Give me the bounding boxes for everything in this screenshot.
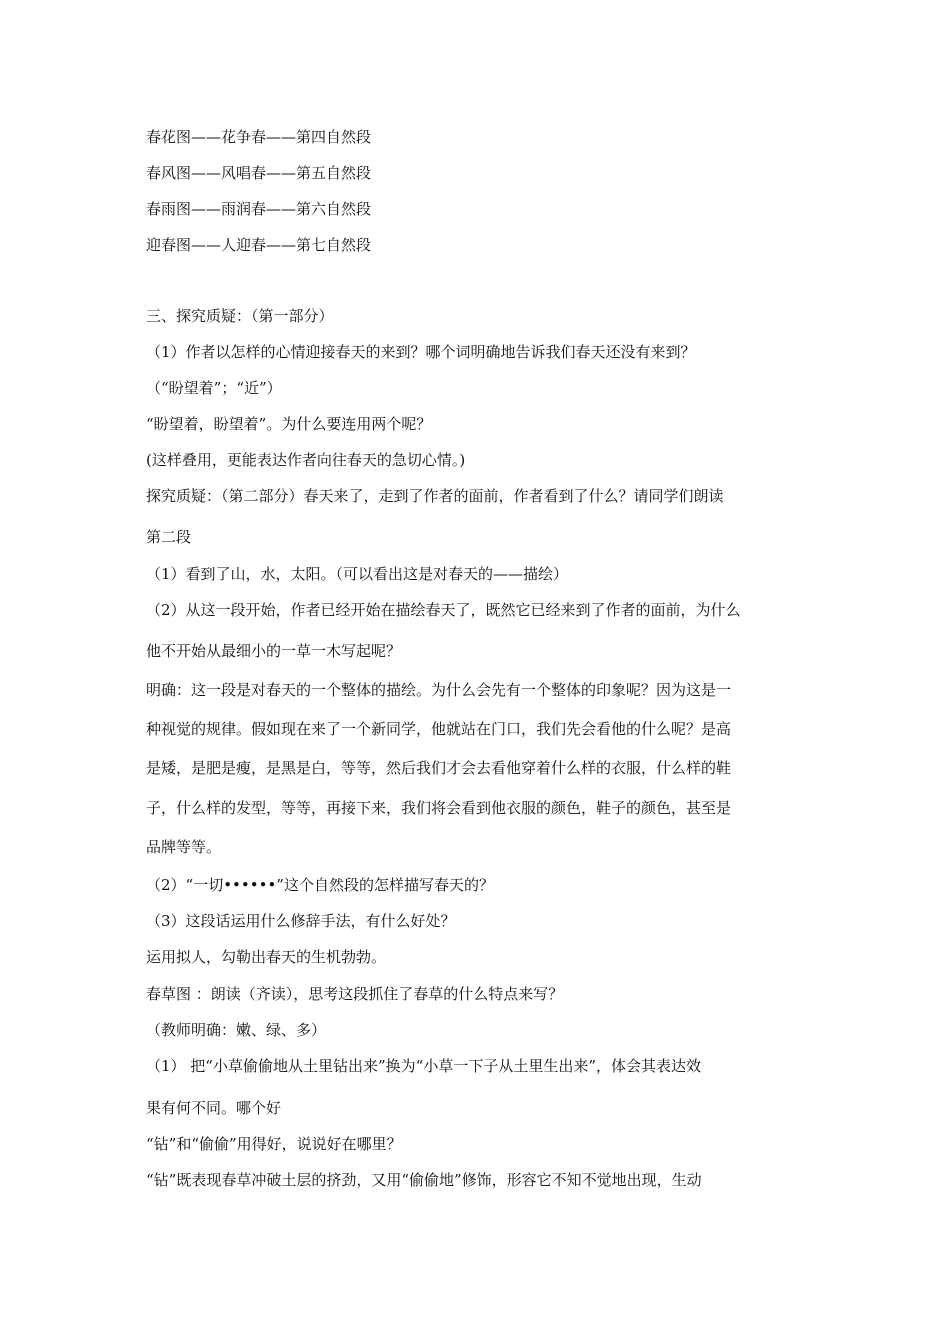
paragraph-line: 是矮，是肥是瘦，是黑是白，等等，然后我们才会去看他穿着什么样的衣服，什么样的鞋	[146, 759, 732, 777]
outline-line-spring-wind: 春风图——风唱春——第五自然段	[146, 164, 372, 182]
answer-line: 运用拟人，勾勒出春天的生机勃勃。	[146, 948, 387, 966]
answer-line: （教师明确：嫩、绿、多）	[146, 1021, 327, 1039]
outline-line-welcoming-spring: 迎春图——人迎春——第七自然段	[146, 236, 372, 254]
paragraph-line: 种视觉的规律。假如现在来了一个新同学，他就站在门口，我们先会看他的什么呢？是高	[146, 720, 732, 738]
paragraph-line: 子，什么样的发型，等等，再接下来，我们将会看到他衣服的颜色，鞋子的颜色，甚至是	[146, 799, 732, 817]
question-line: （1）看到了山，水，太阳。（可以看出这是对春天的——描绘）	[146, 565, 569, 583]
outline-line-spring-flowers: 春花图——花争春——第四自然段	[146, 128, 372, 146]
paragraph-line: 第二段	[146, 528, 192, 546]
question-line: （1） 把“小草偷偷地从土里钻出来”换为“小草一下子从土里生出来”，体会其表达效	[146, 1057, 701, 1075]
paragraph-line: 品牌等等。	[146, 838, 222, 856]
question-line: （1）作者以怎样的心情迎接春天的来到？哪个词明确地告诉我们春天还没有来到？	[146, 343, 696, 361]
answer-line: “钻”既表现春草冲破土层的挤劲，又用“偷偷地”修饰，形容它不知不觉地出现，生动	[146, 1171, 702, 1189]
question-line: 他不开始从最细小的一草一木写起呢？	[146, 642, 402, 660]
answer-line: （“盼望着”；“近”）	[146, 379, 282, 397]
question-line: （2）从这一段开始，作者已经开始在描绘春天了，既然它已经来到了作者的面前，为什么	[146, 601, 741, 619]
paragraph-line: 明确：这一段是对春天的一个整体的描绘。为什么会先有一个整体的印象呢？因为这是一	[146, 681, 732, 699]
question-line: “盼望着，盼望着”。为什么要连用两个呢？	[146, 415, 432, 433]
outline-line-spring-rain: 春雨图——雨润春——第六自然段	[146, 200, 372, 218]
paragraph-line: 春草图 ：朗读（齐读），思考这段抓住了春草的什么特点来写？	[146, 985, 564, 1003]
paragraph-line: 探究质疑：（第二部分）春天来了，走到了作者的面前，作者看到了什么？请同学们朗读	[146, 487, 724, 505]
question-line: “钻”和“偷偷”用得好，说说好在哪里？	[146, 1135, 402, 1153]
question-line: （3）这段话运用什么修辞手法，有什么好处？	[146, 912, 456, 930]
question-line: （2）“一切••••••”这个自然段的怎样描写春天的？	[146, 876, 494, 894]
section-heading: 三、探究质疑：（第一部分）	[146, 307, 334, 325]
question-line: 果有何不同。哪个好	[146, 1099, 282, 1117]
answer-line: (这样叠用，更能表达作者向往春天的急切心情。)	[146, 451, 466, 469]
